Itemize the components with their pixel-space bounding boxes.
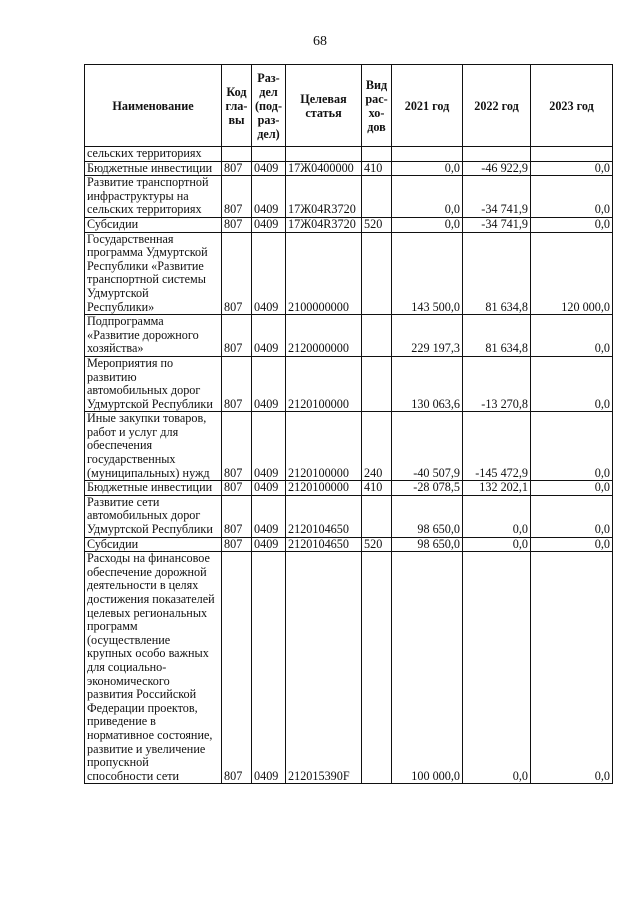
row-name: Подпрограмма «Развитие дорожного хозяйства» [85,315,222,357]
row-value-2023: 0,0 [531,537,613,552]
row-expense-type: 520 [362,537,392,552]
row-value-2023: 0,0 [531,412,613,481]
row-chapter-code: 807 [222,495,252,537]
row-expense-type [362,495,392,537]
row-value-2022: 81 634,8 [463,315,531,357]
row-chapter-code: 807 [222,161,252,176]
row-name: Иные закупки товаров, работ и услуг для обеспечения государственных (муниципальных) нужд [85,412,222,481]
row-value-2022: -34 741,9 [463,217,531,232]
row-value-2022: -145 472,9 [463,412,531,481]
row-value-2023: 120 000,0 [531,232,613,315]
row-name: сельских территориях [85,147,222,162]
row-name: Государственная программа Удмуртской Республики «Развитие транспортной системы Удмуртской Республики» [85,232,222,315]
row-value-2022: -34 741,9 [463,176,531,218]
table-row [85,315,613,357]
row-value-2022: 81 634,8 [463,232,531,315]
row-chapter-code: 807 [222,481,252,496]
row-value-2023: 0,0 [531,176,613,218]
row-section-code: 0409 [252,161,286,176]
header-2023: 2023 год [531,65,613,147]
row-value-2021: 98 650,0 [392,495,463,537]
row-section-code: 0409 [252,176,286,218]
row-value-2022: 0,0 [463,537,531,552]
row-value-2021: 229 197,3 [392,315,463,357]
row-expense-type [362,552,392,784]
row-section-code [252,147,286,162]
row-section-code: 0409 [252,495,286,537]
row-chapter-code: 807 [222,356,252,411]
table-header-row [85,65,613,147]
row-value-2023: 0,0 [531,217,613,232]
table-row [85,217,613,232]
row-section-code: 0409 [252,481,286,496]
table-row [85,412,613,481]
row-value-2022: -46 922,9 [463,161,531,176]
page-number: 68 [313,34,327,49]
row-chapter-code: 807 [222,537,252,552]
row-section-code: 0409 [252,232,286,315]
row-value-2023 [531,147,613,162]
row-target-article: 17Ж04R3720 [286,217,362,232]
table-row [85,356,613,411]
row-value-2023: 0,0 [531,552,613,784]
row-section-code: 0409 [252,356,286,411]
table-row [85,481,613,496]
row-target-article: 17Ж0400000 [286,161,362,176]
row-expense-type [362,315,392,357]
row-section-code: 0409 [252,315,286,357]
row-expense-type: 240 [362,412,392,481]
row-name: Развитие сети автомобильных дорог Удмуртской Республики [85,495,222,537]
budget-table [84,64,613,784]
table-body [85,147,613,784]
row-value-2022: 132 202,1 [463,481,531,496]
row-target-article: 2120100000 [286,481,362,496]
table-row [85,537,613,552]
row-chapter-code: 807 [222,315,252,357]
row-value-2021: -28 078,5 [392,481,463,496]
row-chapter-code: 807 [222,232,252,315]
row-target-article: 2120100000 [286,412,362,481]
row-expense-type [362,356,392,411]
header-2021: 2021 год [392,65,463,147]
row-name: Бюджетные инвестиции [85,161,222,176]
table-row [85,552,613,784]
row-value-2023: 0,0 [531,161,613,176]
row-value-2022: 0,0 [463,552,531,784]
row-value-2021: 143 500,0 [392,232,463,315]
row-target-article: 2120000000 [286,315,362,357]
table-row [85,161,613,176]
row-expense-type [362,147,392,162]
row-value-2021: 100 000,0 [392,552,463,784]
row-name: Субсидии [85,217,222,232]
table-row [85,232,613,315]
row-section-code: 0409 [252,552,286,784]
row-name: Развитие транспортной инфраструктуры на сельских территориях [85,176,222,218]
row-section-code: 0409 [252,412,286,481]
row-value-2021 [392,147,463,162]
row-value-2022: 0,0 [463,495,531,537]
row-value-2021: -40 507,9 [392,412,463,481]
row-target-article: 17Ж04R3720 [286,176,362,218]
row-section-code: 0409 [252,537,286,552]
row-expense-type [362,232,392,315]
row-value-2023: 0,0 [531,481,613,496]
row-chapter-code: 807 [222,412,252,481]
header-target: Целевая статья [286,65,362,147]
row-target-article: 212015390F [286,552,362,784]
row-value-2021: 0,0 [392,217,463,232]
header-chapter: Код гла- вы [222,65,252,147]
table-row [85,495,613,537]
row-section-code: 0409 [252,217,286,232]
row-value-2021: 130 063,6 [392,356,463,411]
row-expense-type [362,176,392,218]
row-value-2023: 0,0 [531,356,613,411]
row-value-2023: 0,0 [531,315,613,357]
row-name: Мероприятия по развитию автомобильных дорог Удмуртской Республики [85,356,222,411]
row-chapter-code: 807 [222,217,252,232]
header-name: Наименование [85,65,222,147]
row-chapter-code: 807 [222,176,252,218]
header-expense-type: Вид рас- хо- дов [362,65,392,147]
table-row [85,176,613,218]
row-name: Бюджетные инвестиции [85,481,222,496]
row-value-2023: 0,0 [531,495,613,537]
row-name: Субсидии [85,537,222,552]
row-value-2022 [463,147,531,162]
row-target-article: 2120104650 [286,537,362,552]
row-target-article: 2120100000 [286,356,362,411]
row-value-2021: 0,0 [392,161,463,176]
row-chapter-code: 807 [222,552,252,784]
header-2022: 2022 год [463,65,531,147]
header-section: Раз- дел (под- раз- дел) [252,65,286,147]
row-expense-type: 410 [362,161,392,176]
row-target-article [286,147,362,162]
row-name: Расходы на финансовое обеспечение дорожной деятельности в целях достижения показателей целевых региональных программ (осуществление крупных особо важных для социально- экономического развития Российской Федерации проектов, приведение в нормативное состояние, развитие и увеличение пропускной способности сети [85,552,222,784]
row-value-2022: -13 270,8 [463,356,531,411]
row-value-2021: 98 650,0 [392,537,463,552]
table-row [85,147,613,162]
row-expense-type: 410 [362,481,392,496]
row-chapter-code [222,147,252,162]
row-target-article: 2100000000 [286,232,362,315]
row-value-2021: 0,0 [392,176,463,218]
row-target-article: 2120104650 [286,495,362,537]
row-expense-type: 520 [362,217,392,232]
